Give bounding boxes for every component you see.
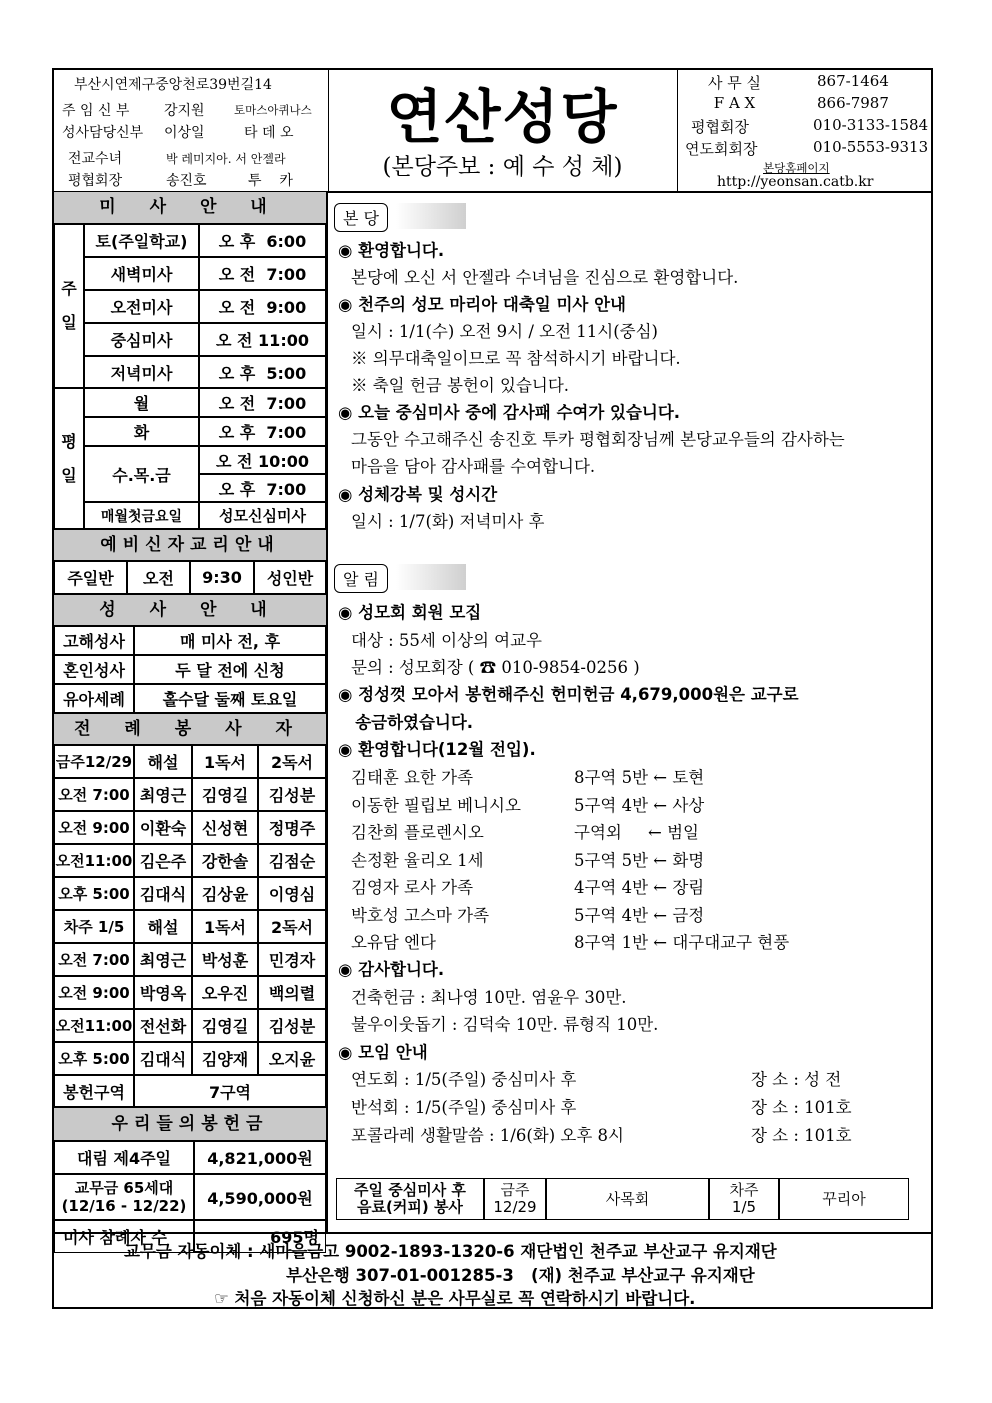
mass-header: 미 사 안 내 — [54, 191, 326, 224]
server-name: 해설 — [134, 745, 192, 778]
offering-area-label: 봉헌구역 — [54, 1075, 134, 1107]
offering-header: 우리들의봉헌금 — [54, 1107, 326, 1141]
welcome-area: 8구역 1반 ← 대구대교구 현풍 — [574, 933, 790, 952]
server-name: 김점순 — [258, 844, 326, 877]
assistant-name: 이상일 — [164, 125, 205, 141]
server-slot: 오전 7:00 — [54, 943, 134, 976]
server-name: 1독서 — [192, 745, 258, 778]
news-text: 일시 : 1/7(화) 저녁미사 후 — [351, 512, 545, 531]
news-text: 그동안 수고해주신 송진호 투카 평협회장님께 본당교우들의 감사하는 — [351, 430, 845, 449]
mass-time: 오 전 9:00 — [199, 290, 326, 323]
mass-name: 수.목.금 — [84, 446, 199, 502]
server-name: 오우진 — [192, 976, 258, 1009]
contact-label: 연도회회장 — [685, 140, 758, 158]
news-text: 일시 : 1/1(수) 오전 9시 / 오전 11시(중심) — [351, 322, 658, 341]
pastor-baptismal: 토마스아퀴나스 — [234, 103, 312, 117]
offering-label: 미사 참례자 수 — [54, 1220, 194, 1253]
contact-value: 866-7987 — [817, 94, 889, 112]
server-slot: 오전 9:00 — [54, 976, 134, 1009]
server-name: 김대식 — [134, 877, 192, 910]
mass-name: 저녁미사 — [84, 356, 199, 388]
offering-label: 대림 제4주일 — [54, 1141, 194, 1174]
offering-value: 4,821,000원 — [194, 1141, 326, 1174]
meeting-what: 연도회 : 1/5(주일) 중심미사 후 — [351, 1070, 577, 1089]
tag-shade — [396, 564, 466, 590]
mass-name: 중심미사 — [84, 323, 199, 356]
mass-name: 월 — [84, 388, 199, 417]
sacrament-name: 고해성사 — [54, 626, 134, 655]
weekday-label — [54, 388, 84, 529]
mass-time: 오 후 7:00 — [199, 474, 326, 502]
server-name: 이환숙 — [134, 811, 192, 844]
council-name: 송진호 — [166, 173, 207, 189]
pastor-label: 주 임 신 부 — [62, 103, 130, 119]
nun-label: 전교수녀 — [68, 151, 123, 167]
assistant-baptismal: 타 데 오 — [244, 125, 294, 141]
meeting-place: 장 소 : 성 전 — [751, 1070, 842, 1089]
news-heading: ◉ 환영합니다. — [338, 241, 445, 260]
welcome-name: 오유담 엔다 — [351, 933, 436, 952]
council-baptismal: 투 카 — [248, 173, 293, 189]
footer — [54, 1232, 931, 1309]
welcome-area: 4구역 4반 ← 장림 — [574, 878, 705, 897]
header — [54, 70, 931, 193]
welcome-area: 5구역 4반 ← 금정 — [574, 905, 705, 925]
meeting-what: 포콜라레 생활말씀 : 1/6(화) 오후 8시 — [351, 1126, 624, 1145]
assistant-label: 성사담당신부 — [62, 125, 144, 141]
contact-value: 010-5553-9313 — [813, 138, 929, 156]
news-heading: ◉ 성모회 회원 모집 — [338, 603, 482, 622]
footer-line: 교무금 자동이체 : 새마을금고 9002-1893-1320-6 재단법인 천주교 부산교구 유지재단 — [124, 1242, 777, 1261]
parish-title: 연산성당 — [386, 83, 619, 151]
meeting-place: 장 소 : 101호 — [751, 1126, 852, 1145]
server-name: 최영근 — [134, 943, 192, 976]
server-name: 김양재 — [192, 1042, 258, 1075]
mass-name: 새벽미사 — [84, 257, 199, 290]
coffee-next-week-group: 꾸리아 — [779, 1178, 909, 1220]
mass-name: 오전미사 — [84, 290, 199, 323]
news-column — [326, 191, 931, 1232]
staff-block — [54, 70, 329, 191]
mass-time: 오 후 5:00 — [199, 356, 326, 388]
mass-time: 오 후 7:00 — [199, 417, 326, 446]
news-text: 불우이웃돕기 : 김덕숙 10만. 류형직 10만. — [351, 1015, 659, 1034]
welcome-name: 김태훈 요한 가족 — [351, 768, 474, 787]
offering-value: 695명 — [194, 1220, 326, 1253]
news-heading: ◉ 모임 안내 — [338, 1043, 428, 1062]
server-name: 김성분 — [258, 778, 326, 811]
server-name: 김영길 — [192, 778, 258, 811]
server-slot: 오전11:00 — [54, 1009, 134, 1042]
contact-value: 867-1464 — [817, 72, 889, 90]
contact-value: 010-3133-1584 — [813, 116, 929, 134]
server-name: 김상윤 — [192, 877, 258, 910]
contact-label: 평협회장 — [691, 118, 749, 136]
catechumen-cell: 성인반 — [254, 561, 326, 594]
welcome-name: 박호성 고스마 가족 — [351, 905, 490, 925]
mass-time: 오 전 11:00 — [199, 323, 326, 356]
server-name: 신성현 — [192, 811, 258, 844]
sacrament-value: 매 미사 전, 후 — [134, 626, 326, 655]
news-heading: ◉ 정성껏 모아서 봉헌해주신 헌미헌금 4,679,000원은 교구로 — [338, 685, 799, 704]
catechumen-cell: 오전 — [127, 561, 190, 594]
server-name: 백의렬 — [258, 976, 326, 1009]
pastor-name: 강지원 — [164, 103, 205, 119]
news-heading: ◉ 오늘 중심미사 중에 감사패 수여가 있습니다. — [338, 403, 681, 422]
news-heading: ◉ 성체강복 및 성시간 — [338, 485, 498, 504]
mass-name: 토(주일학교) — [84, 224, 199, 257]
catechumen-cell: 주일반 — [54, 561, 127, 594]
catechumen-cell: 9:30 — [190, 561, 254, 594]
notice-tag: 알 림 — [334, 564, 388, 593]
meeting-what: 반석회 : 1/5(주일) 중심미사 후 — [351, 1098, 577, 1117]
server-name: 정명주 — [258, 811, 326, 844]
welcome-area: 5구역 4반 ← 사상 — [574, 795, 705, 815]
server-name: 김성분 — [258, 1009, 326, 1042]
sacrament-name: 혼인성사 — [54, 655, 134, 684]
news-heading: ◉ 환영합니다(12월 전입). — [338, 740, 536, 759]
sunday-label — [54, 224, 84, 388]
offering-value: 4,590,000원 — [194, 1174, 326, 1220]
welcome-name: 이동한 필립보 베니시오 — [351, 795, 521, 815]
server-name: 박영옥 — [134, 976, 192, 1009]
coffee-this-week-group: 사목회 — [546, 1178, 709, 1220]
news-text: 건축헌금 : 최나영 10만. 염윤우 30만. — [351, 988, 627, 1007]
contact-label: F A X — [713, 94, 756, 112]
sacrament-header: 성 사 안 내 — [54, 594, 326, 626]
news-text: ※ 축일 헌금 봉헌이 있습니다. — [351, 376, 570, 395]
server-name: 전선화 — [134, 1009, 192, 1042]
catechumen-header: 예비신자교리안내 — [54, 529, 326, 561]
news-heading: ◉ 천주의 성모 마리아 대축일 미사 안내 — [338, 295, 626, 314]
server-name: 2독서 — [258, 745, 326, 778]
server-name: 김대식 — [134, 1042, 192, 1075]
server-name: 이영심 — [258, 877, 326, 910]
mass-name: 화 — [84, 417, 199, 446]
server-name: 박성훈 — [192, 943, 258, 976]
mass-time: 오 전 10:00 — [199, 446, 326, 474]
footer-line: 부산은행 307-01-001285-3 (재) 천주교 부산교구 유지재단 — [286, 1266, 755, 1285]
welcome-area: 5구역 5반 ← 화명 — [574, 850, 705, 870]
tag-shade — [396, 203, 466, 229]
parish-tag: 본 당 — [334, 203, 388, 232]
server-name: 2독서 — [258, 910, 326, 943]
offering-area-value: 7구역 — [134, 1075, 326, 1107]
server-name: 오지윤 — [258, 1042, 326, 1075]
address: 부산시연제구중앙천로39번길14 — [74, 77, 272, 93]
homepage-label: 본당홈페이지 — [763, 161, 830, 175]
server-name: 최영근 — [134, 778, 192, 811]
title-block — [328, 70, 678, 191]
server-slot: 오후 5:00 — [54, 877, 134, 910]
coffee-next-week-label: 차주 1/5 — [709, 1178, 779, 1220]
welcome-name: 김찬희 플로렌시오 — [351, 823, 484, 842]
footer-line: ☞ 처음 자동이체 신청하신 분은 사무실로 꼭 연락하시기 바랍니다. — [214, 1289, 696, 1308]
offering-label: 교무금 65세대 (12/16 - 12/22) — [54, 1174, 194, 1220]
servers-header: 전 례 봉 사 자 — [54, 713, 326, 745]
mass-time: 성모신심미사 — [199, 502, 326, 529]
welcome-name: 김영자 로사 가족 — [351, 878, 474, 897]
news-text: 문의 : 성모회장 ( ☎ 010-9854-0256 ) — [351, 658, 640, 677]
server-name: 김영길 — [192, 1009, 258, 1042]
bulletin-page — [52, 68, 933, 1309]
mass-time: 오 후 6:00 — [199, 224, 326, 257]
contact-block — [677, 70, 931, 191]
news-text: ※ 의무대축일이므로 꼭 참석하시기 바랍니다. — [351, 349, 681, 368]
meeting-place: 장 소 : 101호 — [751, 1098, 852, 1117]
mass-time: 오 전 7:00 — [199, 388, 326, 417]
sacrament-value: 두 달 전에 신청 — [134, 655, 326, 684]
news-heading: ◉ 감사합니다. — [338, 960, 445, 979]
welcome-name: 손정환 율리오 1세 — [351, 850, 484, 870]
coffee-label: 주일 중심미사 후 음료(커피) 봉사 — [336, 1178, 484, 1220]
info-column — [54, 191, 328, 1247]
news-text: 대상 : 55세 이상의 여교우 — [351, 631, 542, 650]
server-slot: 오전 9:00 — [54, 811, 134, 844]
nun-names: 박 레미지아. 서 안젤라 — [166, 152, 286, 166]
homepage-link[interactable]: http://yeonsan.catb.kr — [717, 174, 874, 190]
news-text: 마음을 담아 감사패를 수여합니다. — [351, 457, 596, 476]
sacrament-name: 유아세례 — [54, 684, 134, 713]
weekday-label-text: 평 일 — [61, 431, 77, 485]
server-name: 김은주 — [134, 844, 192, 877]
news-text: 본당에 오신 서 안젤라 수녀님을 진심으로 환영합니다. — [351, 268, 739, 287]
mass-name: 매월첫금요일 — [84, 502, 199, 529]
sacrament-value: 홀수달 둘째 토요일 — [134, 684, 326, 713]
bulletin-subtitle: (본당주보 : 예 수 성 체) — [382, 154, 623, 180]
server-slot: 오전 7:00 — [54, 778, 134, 811]
coffee-this-week-label: 금주 12/29 — [484, 1178, 546, 1220]
server-slot: 금주12/29 — [54, 745, 134, 778]
welcome-area: 구역외 ← 범일 — [574, 823, 699, 842]
server-name: 1독서 — [192, 910, 258, 943]
mass-time: 오 전 7:00 — [199, 257, 326, 290]
server-name: 민경자 — [258, 943, 326, 976]
news-heading: 송금하였습니다. — [338, 713, 474, 732]
sunday-label-text: 주 일 — [61, 279, 77, 332]
council-label: 평협회장 — [68, 173, 123, 189]
contact-label: 사 무 실 — [707, 74, 761, 92]
server-slot: 차주 1/5 — [54, 910, 134, 943]
server-slot: 오전11:00 — [54, 844, 134, 877]
server-name: 강한솔 — [192, 844, 258, 877]
server-slot: 오후 5:00 — [54, 1042, 134, 1075]
welcome-area: 8구역 5반 ← 토현 — [574, 768, 705, 787]
server-name: 해설 — [134, 910, 192, 943]
